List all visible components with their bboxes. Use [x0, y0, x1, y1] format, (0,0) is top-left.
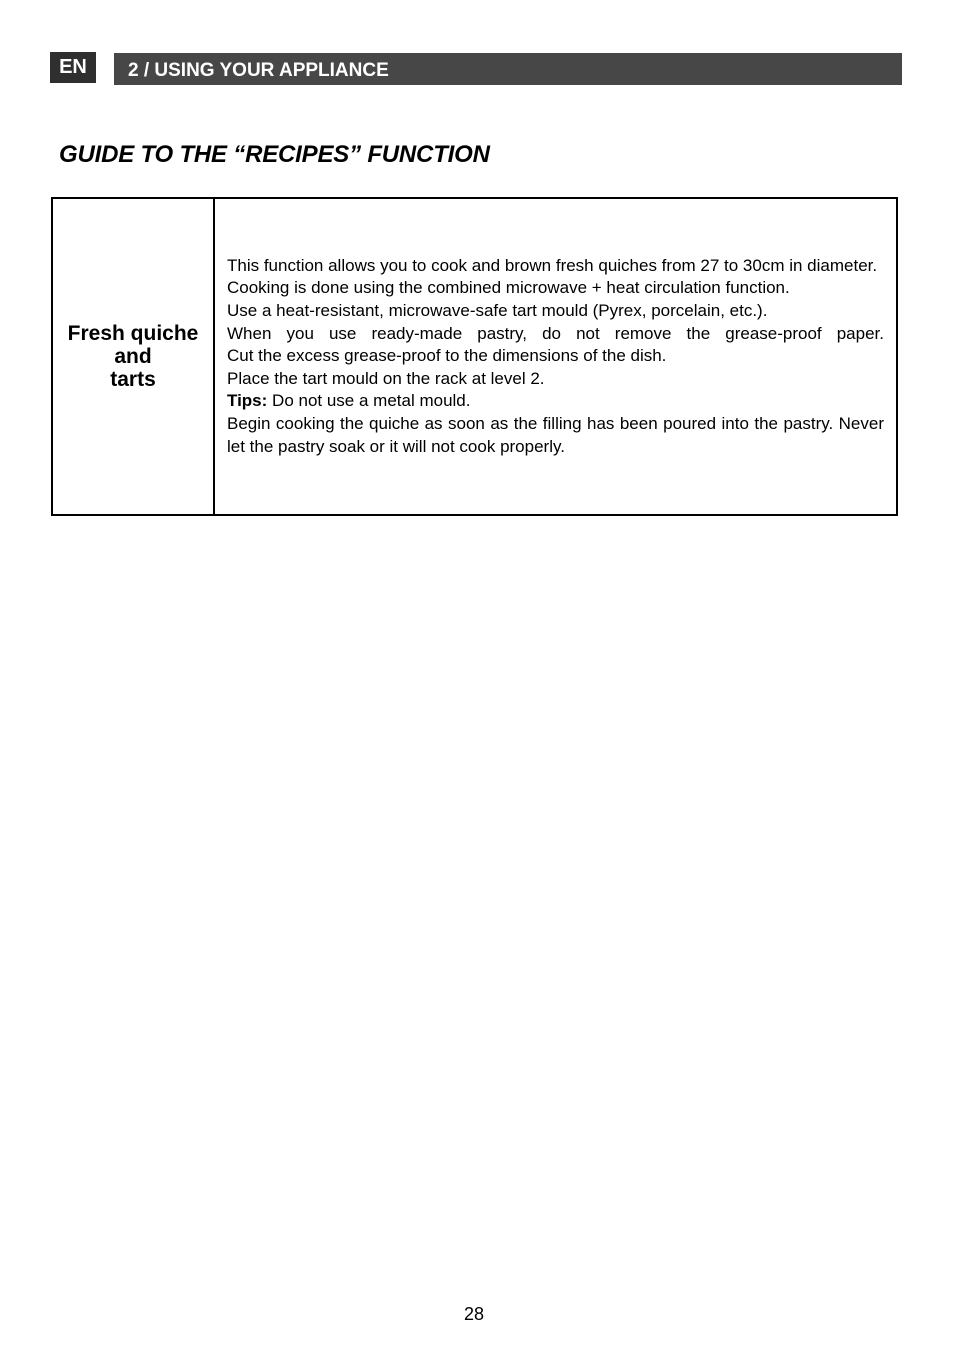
description-paragraph: Place the tart mould on the rack at level 2. — [227, 368, 545, 388]
description-paragraph: Use a heat-resistant, microwave-safe tart mould (Pyrex, porcelain, etc.). — [227, 301, 768, 321]
language-badge: EN — [50, 52, 96, 83]
table-row — [52, 198, 897, 515]
tips-label: Tips: — [227, 391, 268, 411]
recipe-name-line: and — [114, 345, 152, 368]
recipe-name-cell — [52, 198, 214, 515]
description-paragraph: Begin cooking the quiche as soon as the filling has been poured into the pastry. Never let the pastry soak or it will not cook properly. — [227, 413, 884, 456]
description-paragraph: This function allows you to cook and brown fresh quiches from 27 to 30cm in diameter. — [227, 255, 878, 275]
page-title: GUIDE TO THE “RECIPES” FUNCTION — [59, 141, 490, 168]
description-paragraph: When you use ready-made pastry, do not remove the grease-proof paper. — [227, 323, 884, 343]
page-number: 28 — [463, 1304, 485, 1324]
description-paragraph: Cut the excess grease-proof to the dimensions of the dish. — [227, 346, 667, 366]
description-paragraph: Cooking is done using the combined microwave + heat circulation function. — [227, 278, 790, 298]
section-header: 2 / USING YOUR APPLIANCE — [114, 53, 902, 85]
recipe-description-cell — [214, 198, 897, 515]
recipe-name-line: tarts — [110, 368, 156, 391]
recipe-name-line: Fresh quiche — [67, 322, 199, 345]
tips-text: Do not use a metal mould. — [267, 391, 471, 411]
tips-paragraph — [227, 390, 884, 413]
recipe-table — [51, 197, 898, 516]
